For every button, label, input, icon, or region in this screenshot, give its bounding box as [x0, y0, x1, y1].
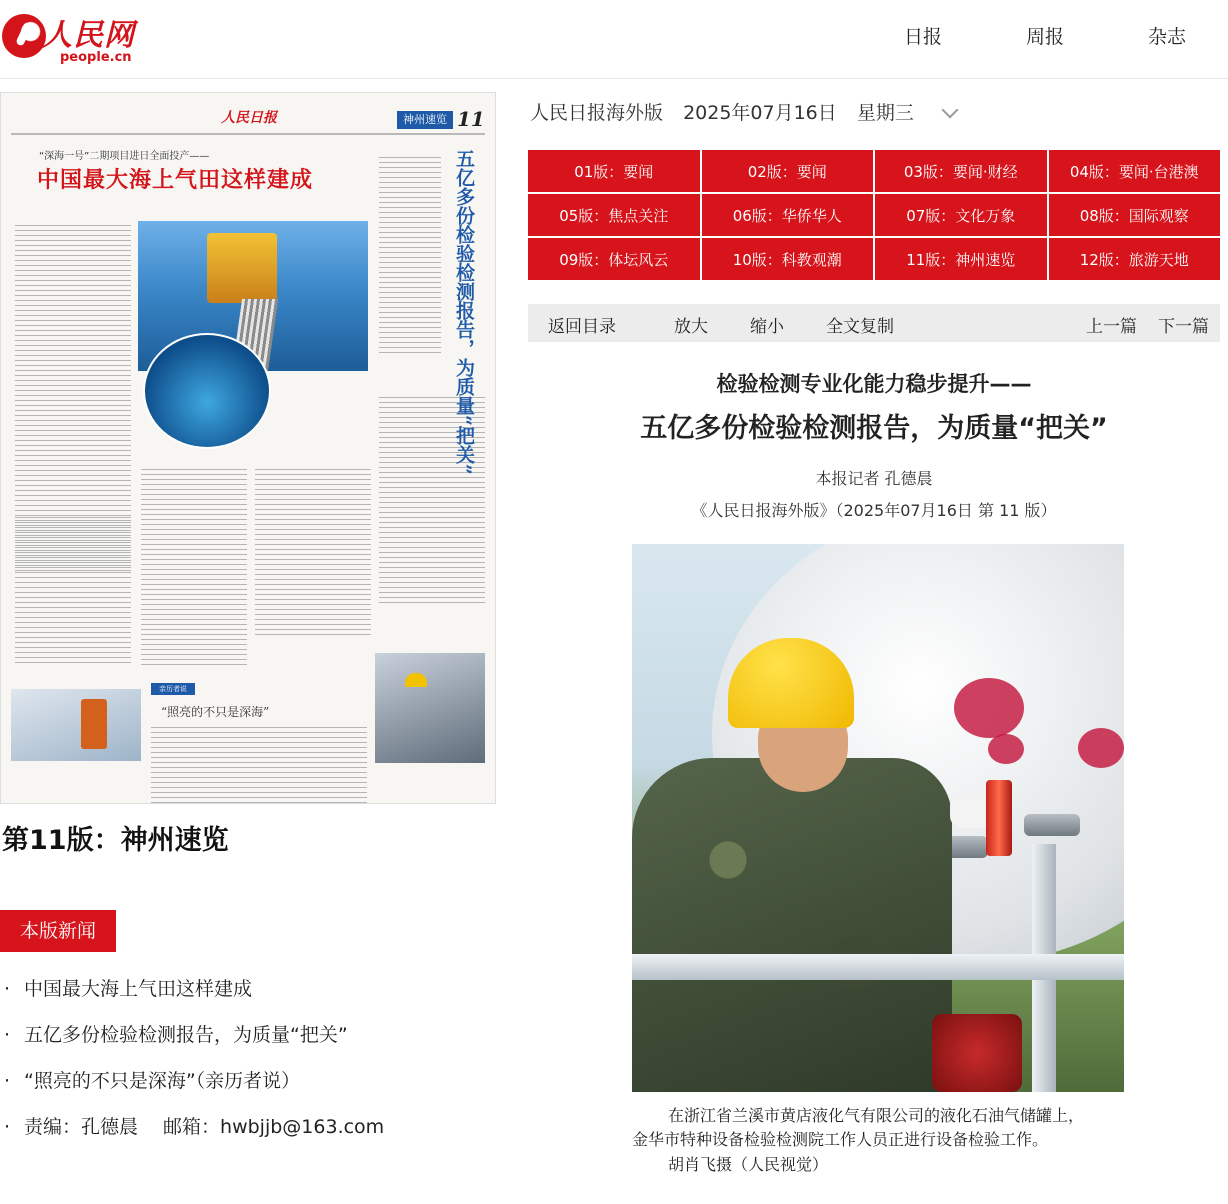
nav-magazine[interactable]: 杂志: [1148, 26, 1187, 48]
page-link-10[interactable]: 10版：科教观潮: [702, 238, 874, 280]
thumb-text-block: [151, 723, 367, 804]
news-list: [0, 974, 500, 1158]
copy-full-text-button[interactable]: 全文复制: [826, 317, 894, 337]
red-marking: [954, 678, 1024, 738]
logo-text: 人民网: [42, 18, 135, 53]
zoom-in-button[interactable]: 放大: [674, 317, 708, 337]
page-link-09[interactable]: 09版：体坛风云: [528, 238, 700, 280]
caption-line-2: 金华市特种设备检验检测院工作人员正进行设备检验工作。: [632, 1130, 1049, 1149]
prev-article-button[interactable]: 上一篇: [1086, 317, 1137, 337]
logo-icon: [2, 14, 46, 58]
spray-can: [986, 780, 1012, 856]
edition-date: 2025年07月16日: [683, 102, 837, 124]
page-link-05[interactable]: 05版：焦点关注: [528, 194, 700, 236]
zoom-out-button[interactable]: 缩小: [750, 317, 784, 337]
page-link-11[interactable]: 11版：神州速览: [875, 238, 1047, 280]
article-author: 本报记者 孔德晨: [815, 469, 933, 488]
next-article-button[interactable]: 下一篇: [1158, 317, 1209, 337]
thumb-kicker: “深海一号”二期项目进日全面投产——: [39, 151, 210, 162]
article-source: 《人民日报海外版》（2025年07月16日 第 11 版）: [691, 501, 1057, 520]
caption-line-1: 在浙江省兰溪市黄店液化气有限公司的液化石油气储罐上，: [668, 1106, 1085, 1125]
thumb-platform-shape: [207, 233, 277, 303]
article-photo: [632, 544, 1124, 1092]
thumb-photo-workers: [11, 689, 141, 761]
article-toolbar: [528, 304, 1220, 342]
edition-title: 第11版：神州速览: [2, 825, 229, 856]
page-index-grid: [528, 150, 1220, 280]
nav-daily[interactable]: 日报: [904, 26, 943, 48]
red-valve: [932, 1014, 1022, 1092]
edition-weekday: 星期三: [856, 102, 914, 124]
site-header: [0, 0, 1228, 79]
article-title: 五亿多份检验检测报告，为质量“把关”: [640, 413, 1108, 444]
page-link-04[interactable]: 04版：要闻·台港澳: [1049, 150, 1221, 192]
newspaper-page-thumbnail[interactable]: [0, 92, 496, 804]
page-link-01[interactable]: 01版：要闻: [528, 150, 700, 192]
page-link-08[interactable]: 08版：国际观察: [1049, 194, 1221, 236]
page-link-07[interactable]: 07版：文化万象: [875, 194, 1047, 236]
thumb-text-block: [379, 153, 441, 357]
thumb-text-block: [255, 465, 371, 639]
worker-body: [632, 758, 952, 1092]
thumb-column-tag: 亲历者说: [151, 683, 195, 695]
photo-caption: [632, 1104, 1132, 1152]
thumb-photo-diver: [143, 333, 271, 449]
red-marking: [988, 734, 1024, 764]
nav-weekly[interactable]: 周报: [1026, 26, 1065, 48]
section-news-label: 本版新闻: [0, 910, 116, 952]
page-link-02[interactable]: 02版：要闻: [702, 150, 874, 192]
editor-info: · 责编：孔德晨 邮箱：hwbjjb@163.com: [0, 1112, 500, 1158]
photo-credit: 胡肖飞摄（人民视觉）: [668, 1155, 829, 1174]
thumb-subheadline[interactable]: “照亮的不只是深海”: [161, 705, 270, 719]
thumb-photo-inspector: [375, 653, 485, 763]
news-item[interactable]: · 五亿多份检验检测报告，为质量“把关”: [0, 1020, 500, 1066]
red-marking: [1078, 728, 1124, 768]
paper-name: 人民日报海外版: [530, 102, 664, 124]
thumb-vertical-headline[interactable]: 五亿多份检验检测报告，为质量“把关”: [453, 149, 475, 475]
thumb-masthead: 人民日报: [221, 110, 277, 126]
chevron-down-icon[interactable]: [941, 102, 958, 119]
thumb-text-block: [141, 465, 247, 669]
thumb-text-block: [15, 513, 131, 667]
thumb-headline[interactable]: 中国最大海上气田这样建成: [37, 167, 314, 193]
article-kicker: 检验检测专业化能力稳步提升——: [716, 372, 1032, 396]
people-cn-logo[interactable]: [2, 8, 142, 68]
thumb-section-badge: 神州速览: [397, 111, 453, 129]
back-to-index-button[interactable]: 返回目录: [548, 317, 616, 337]
page-link-06[interactable]: 06版：华侨华人: [702, 194, 874, 236]
page-link-03[interactable]: 03版：要闻·财经: [875, 150, 1047, 192]
tank-flange: [1024, 814, 1080, 836]
page-link-12[interactable]: 12版：旅游天地: [1049, 238, 1221, 280]
thumb-page-number: 11: [457, 107, 485, 131]
logo-domain: people.cn: [60, 50, 132, 65]
news-item[interactable]: · “照亮的不只是深海”（亲历者说）: [0, 1066, 500, 1112]
edition-date-selector[interactable]: [530, 98, 970, 128]
horizontal-pipe: [632, 954, 1124, 980]
news-item[interactable]: · 中国最大海上气田这样建成: [0, 974, 500, 1020]
